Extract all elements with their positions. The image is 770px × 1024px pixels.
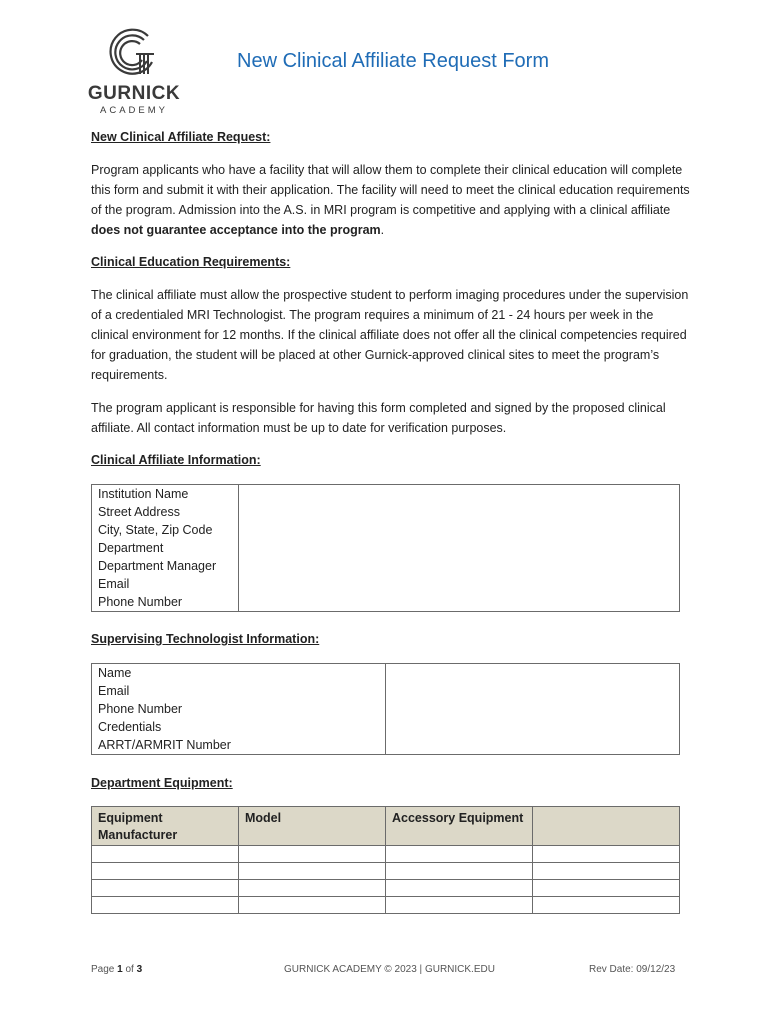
column-header-model: Model [239,807,386,846]
field-label: Phone Number [98,595,183,609]
requirements-heading: Clinical Education Requirements: [91,255,291,269]
table-row [92,863,680,880]
equipment-header-row [92,807,680,846]
technologist-info-heading: Supervising Technologist Information: [91,632,320,646]
technologist-info-table [91,663,680,755]
equipment-heading: Department Equipment: [91,776,233,790]
column-header-manufacturer: Equipment Manufacturer [92,807,239,846]
field-label: Department Manager [98,559,217,573]
table-cell[interactable] [92,863,239,880]
equipment-table [91,806,680,914]
field-label: Name [98,666,132,680]
table-cell[interactable] [533,863,680,880]
field-label: Phone Number [98,702,183,716]
table-cell[interactable] [239,897,386,914]
table-cell[interactable] [533,846,680,863]
field-label: Department [98,541,164,555]
revision-date: Rev Date: 09/12/23 [589,964,676,975]
affiliate-field-labels [92,485,239,612]
table-cell[interactable] [92,880,239,897]
requirements-paragraph-1: The clinical affiliate must allow the prospective student to perform imaging procedures under the supervision of a credentialed MRI Technologist. The program requires a minimum of 21 - 24 hours per week in the clinical environment for 12 months. If the clinical affiliate does not offer all the clinical competencies required for graduation, the student will be placed at other Gurnick-approved clinical sites to meet the program’s requirements. [91,288,689,382]
technologist-info-input-area[interactable] [386,664,680,755]
table-cell[interactable] [386,897,533,914]
table-cell[interactable] [533,880,680,897]
intro-heading: New Clinical Affiliate Request: [91,130,271,144]
intro-text: Program applicants who have a facility that will allow them to complete their clinical education will complete this form and submit it with their application. The facility will need to meet the clinical education requirements of the program. Admission into the A.S. in MRI program is competitive and applying with a clinical affiliate [91,163,690,217]
gurnick-logo [86,28,182,118]
field-label: Credentials [98,720,162,734]
table-cell[interactable] [239,863,386,880]
field-label: Street Address [98,505,180,519]
field-label: City, State, Zip Code [98,523,213,537]
table-row [92,880,680,897]
page-of: of [125,964,134,975]
page-total: 3 [136,964,143,975]
logo-subtitle: ACADEMY [100,105,168,116]
field-label: ARRT/ARMRIT Number [98,738,231,752]
field-label: Email [98,684,130,698]
table-row [92,897,680,914]
field-label: Email [98,577,130,591]
logo-g-mark-icon [108,28,160,80]
column-header-blank [533,807,680,846]
requirements-paragraph-2: The program applicant is responsible for having this form completed and signed by the proposed clinical affiliate. All contact information must be up to date for verification purposes. [91,401,666,435]
table-cell[interactable] [533,897,680,914]
table-row [92,846,680,863]
table-cell[interactable] [386,846,533,863]
table-cell[interactable] [386,863,533,880]
affiliate-info-input-area[interactable] [239,485,680,612]
footer-center: GURNICK ACADEMY © 2023 | GURNICK.EDU [284,964,495,975]
affiliate-info-heading: Clinical Affiliate Information: [91,453,261,467]
column-header-accessory: Accessory Equipment [386,807,533,846]
page-current: 1 [117,964,123,975]
field-label: Institution Name [98,487,189,501]
page-prefix: Page [91,964,115,975]
logo-name: GURNICK [87,83,181,104]
table-cell[interactable] [92,897,239,914]
table-cell[interactable] [239,846,386,863]
table-cell[interactable] [92,846,239,863]
table-cell[interactable] [386,880,533,897]
page-number [91,964,142,975]
document-title: New Clinical Affiliate Request Form [237,50,549,72]
affiliate-info-table [91,484,680,612]
intro-bold-text: does not guarantee acceptance into the program [91,223,381,237]
intro-text-end: . [380,223,385,237]
table-cell[interactable] [239,880,386,897]
technologist-field-labels [92,664,386,755]
intro-paragraph [91,160,691,240]
